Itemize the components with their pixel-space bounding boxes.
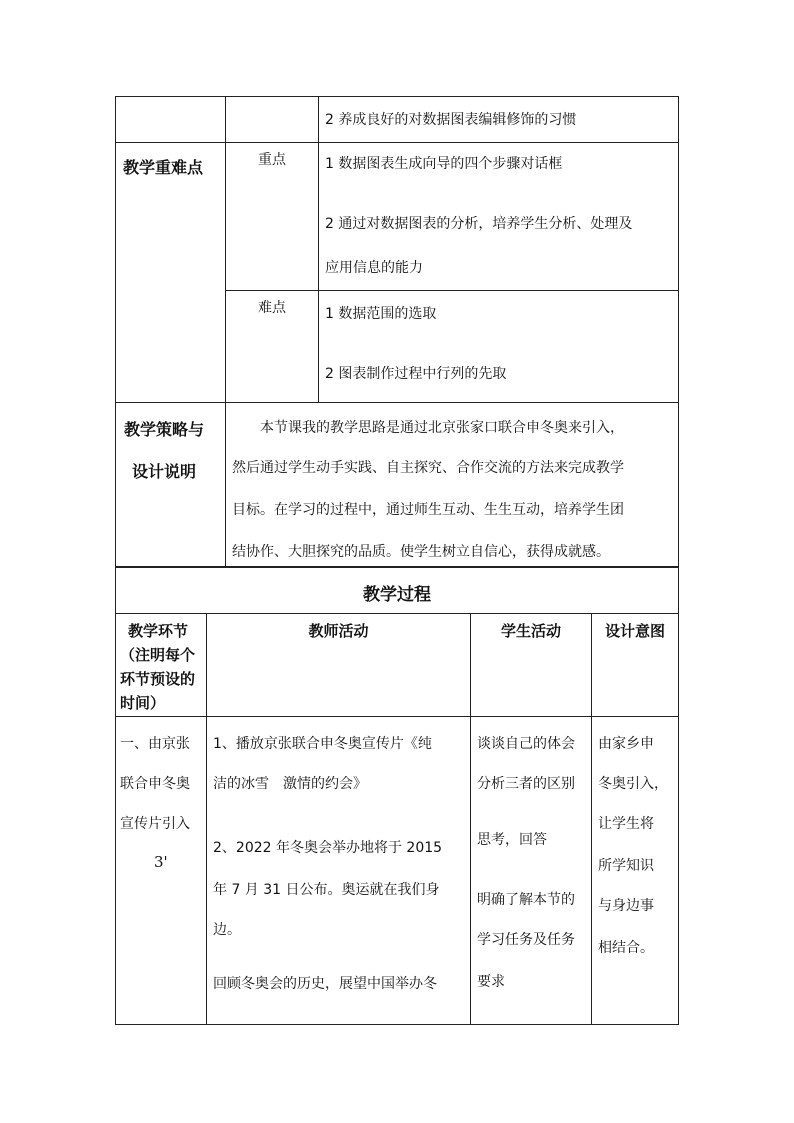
teacher-line6: 回顾冬奥会的历史，展望中国举办冬 bbox=[213, 976, 437, 992]
student-line2: 分析三者的区别 bbox=[477, 776, 575, 792]
difficult-point-1: 1 数据范围的选取 bbox=[325, 306, 437, 322]
teacher-activity-cell bbox=[207, 717, 471, 1025]
lesson-plan-upper-table bbox=[115, 96, 679, 567]
difficult-point-2: 2 图表制作过程中行列的先取 bbox=[325, 366, 507, 382]
student-line1: 谈谈自己的体会 bbox=[477, 736, 575, 752]
stage-header-line3: 环节预设的 bbox=[120, 670, 196, 688]
strategy-text-line3: 目标。在学习的过程中，通过师生互动、生生互动，培养学生团 bbox=[232, 502, 624, 518]
teacher-line1: 1、播放京张联合申冬奥宣传片《纯 bbox=[213, 736, 432, 752]
stage-header-line4: 时间） bbox=[120, 694, 166, 712]
student-header-cell bbox=[471, 614, 592, 717]
strategy-label-line2: 设计说明 bbox=[132, 462, 197, 481]
stage-header-line2: （注明每个 bbox=[120, 646, 196, 664]
teaching-process-table bbox=[115, 567, 679, 1025]
intent-line5: 与身边事 bbox=[598, 898, 654, 914]
stage-line3: 宣传片引入 bbox=[120, 816, 190, 832]
teacher-line4: 年 7 月 31 日公布。奥运就在我们身 bbox=[213, 882, 440, 898]
intent-line3: 让学生将 bbox=[598, 816, 654, 832]
key-points-content bbox=[319, 143, 679, 291]
student-header: 学生活动 bbox=[500, 622, 561, 640]
difficult-points-label: 难点 bbox=[258, 300, 286, 316]
intent-header-cell bbox=[592, 614, 679, 717]
strategy-text-line2: 然后通过学生动手实践、自主探究、合作交流的方法来完成教学 bbox=[232, 460, 624, 476]
teacher-header-cell bbox=[207, 614, 471, 717]
process-title: 教学过程 bbox=[363, 585, 431, 605]
empty-sublabel-cell bbox=[226, 97, 319, 143]
strategy-text-line4: 结协作、大胆探究的品质。使学生树立自信心，获得成就感。 bbox=[232, 544, 610, 560]
student-line5: 学习任务及任务 bbox=[477, 932, 575, 948]
student-line6: 要求 bbox=[477, 974, 505, 990]
intent-header: 设计意图 bbox=[604, 622, 665, 640]
teacher-header: 教师活动 bbox=[308, 622, 369, 640]
objective-cell bbox=[319, 97, 679, 143]
difficult-points-label-cell bbox=[226, 291, 319, 403]
teacher-line5: 边。 bbox=[213, 922, 241, 938]
strategy-content bbox=[226, 403, 679, 567]
stage-line2: 联合申冬奥 bbox=[120, 776, 190, 792]
key-point-2-line2: 应用信息的能力 bbox=[325, 260, 423, 276]
intent-cell bbox=[592, 717, 679, 1025]
key-points-label-cell bbox=[226, 143, 319, 291]
student-activity-cell bbox=[471, 717, 592, 1025]
key-point-1: 1 数据图表生成向导的四个步骤对话框 bbox=[325, 156, 563, 172]
strategy-text-line1: 本节课我的教学思路是通过北京张家口联合申冬奥来引入， bbox=[260, 420, 624, 436]
empty-label-cell bbox=[116, 97, 226, 143]
intent-line2: 冬奥引入， bbox=[598, 776, 668, 792]
teacher-line3: 2、2022 年冬奥会举办地将于 2015 bbox=[213, 840, 443, 856]
key-difficult-label: 教学重难点 bbox=[123, 158, 204, 177]
key-points-label: 重点 bbox=[258, 152, 286, 168]
difficult-points-content bbox=[319, 291, 679, 403]
objective-item-2: 2 养成良好的对数据图表编辑修饰的习惯 bbox=[325, 112, 577, 128]
strategy-label-cell bbox=[116, 403, 226, 567]
teacher-line2: 洁的冰雪 激情的约会》 bbox=[213, 776, 367, 792]
intent-line4: 所学知识 bbox=[598, 858, 654, 874]
student-line4: 明确了解本节的 bbox=[477, 892, 575, 908]
key-difficult-label-cell bbox=[116, 143, 226, 403]
stage-header-line1: 教学环节 bbox=[128, 622, 189, 640]
process-title-cell bbox=[116, 568, 679, 614]
intent-line6: 相结合。 bbox=[598, 940, 654, 956]
stage-line1: 一、由京张 bbox=[120, 736, 190, 752]
strategy-label-line1: 教学策略与 bbox=[124, 420, 205, 439]
intent-line1: 由家乡申 bbox=[598, 736, 654, 752]
student-line3: 思考，回答 bbox=[477, 832, 547, 848]
stage-time: 3' bbox=[154, 853, 168, 871]
key-point-2-line1: 2 通过对数据图表的分析，培养学生分析、处理及 bbox=[325, 216, 633, 232]
stage-header-cell bbox=[116, 614, 207, 717]
stage-cell bbox=[116, 717, 207, 1025]
